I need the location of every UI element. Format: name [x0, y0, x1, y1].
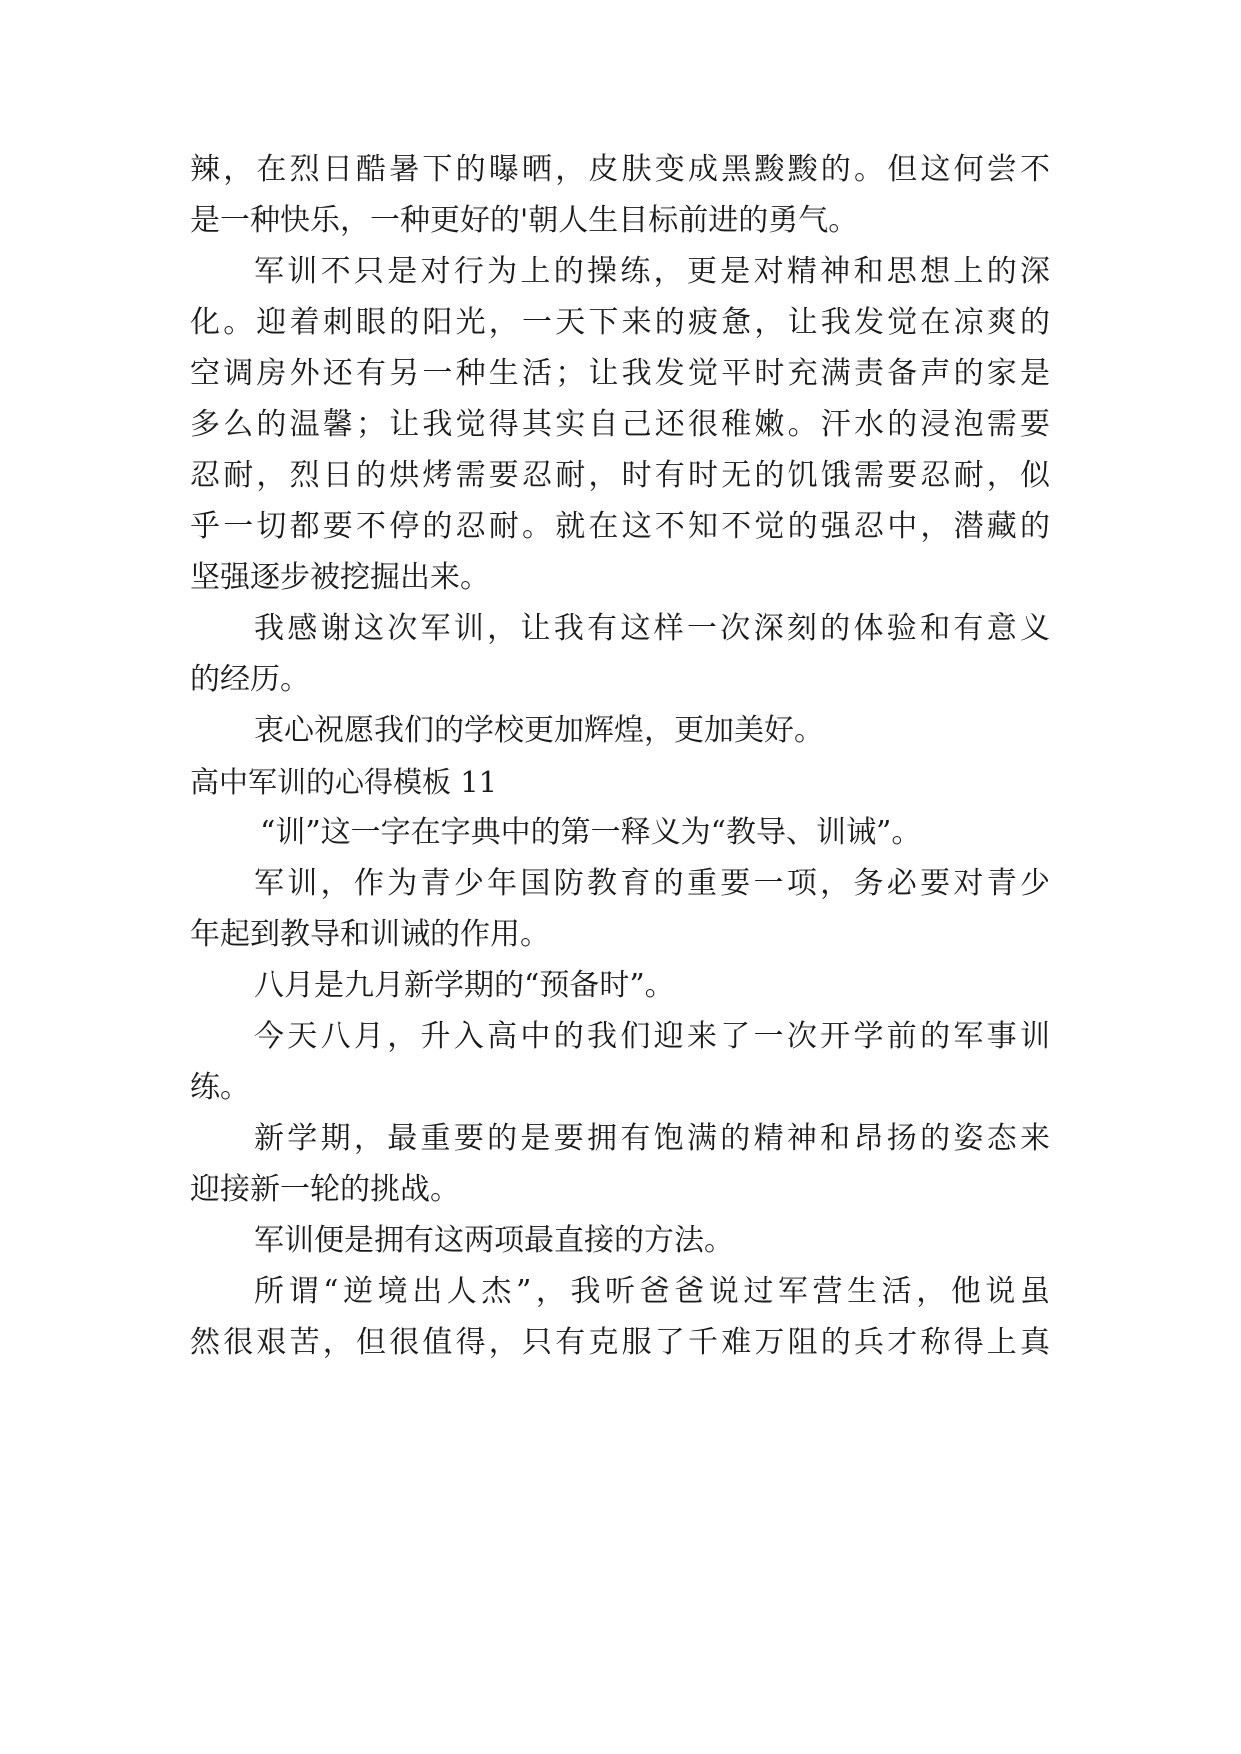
text-line: 是一种快乐，一种更好的'朝人生目标前进的勇气。 — [190, 203, 859, 238]
text-line: 空调房外还有另一种生活；让我发觉平时充满责备声的家是 — [190, 356, 1050, 391]
paragraph-start-line: 军训，作为青少年国防教育的重要一项，务必要对青少 — [254, 866, 1050, 901]
text-line: 辣，在烈日酷暑下的曝晒，皮肤变成黑黢黢的。但这何尝不 — [190, 152, 1050, 187]
text-line: 乎一切都要不停的忍耐。就在这不知不觉的强忍中，潜藏的 — [190, 509, 1050, 544]
paragraph-start-line: 今天八月，升入高中的我们迎来了一次开学前的军事训 — [254, 1019, 1050, 1054]
text-line: 化。迎着刺眼的阳光，一天下来的疲惫，让我发觉在凉爽的 — [190, 305, 1050, 340]
text-line: 的经历。 — [190, 662, 310, 697]
text-line: 练。 — [190, 1070, 250, 1105]
paragraph-start-line: 新学期，最重要的是要拥有饱满的精神和昂扬的姿态来 — [254, 1121, 1050, 1156]
text-line: 多么的温馨；让我觉得其实自己还很稚嫩。汗水的浸泡需要 — [190, 407, 1050, 442]
paragraph-start-line: 衷心祝愿我们的学校更加辉煌，更加美好。 — [254, 713, 824, 748]
paragraph-start-line: 我感谢这次军训，让我有这样一次深刻的体验和有意义 — [254, 611, 1050, 646]
paragraph-start-line: 所谓“逆境出人杰”，我听爸爸说过军营生活，他说虽 — [254, 1274, 1050, 1309]
section-heading: 高中军训的心得模板 11 — [190, 765, 498, 799]
text-line: 坚强逐步被挖掘出来。 — [190, 560, 490, 595]
text-line: 年起到教导和训诫的作用。 — [190, 917, 550, 952]
paragraph-start-line: 八月是九月新学期的“预备时”。 — [254, 968, 675, 1003]
paragraph-start-line: “训”这一字在字典中的第一释义为“教导、训诫”。 — [260, 815, 922, 850]
text-line: 然很艰苦，但很值得，只有克服了千难万阻的兵才称得上真 — [190, 1325, 1050, 1360]
paragraph-start-line: 军训便是拥有这两项最直接的方法。 — [254, 1223, 734, 1258]
text-line: 忍耐，烈日的烘烤需要忍耐，时有时无的饥饿需要忍耐，似 — [190, 458, 1050, 493]
text-line: 迎接新一轮的挑战。 — [190, 1172, 460, 1207]
paragraph-start-line: 军训不只是对行为上的操练，更是对精神和思想上的深 — [254, 254, 1050, 289]
